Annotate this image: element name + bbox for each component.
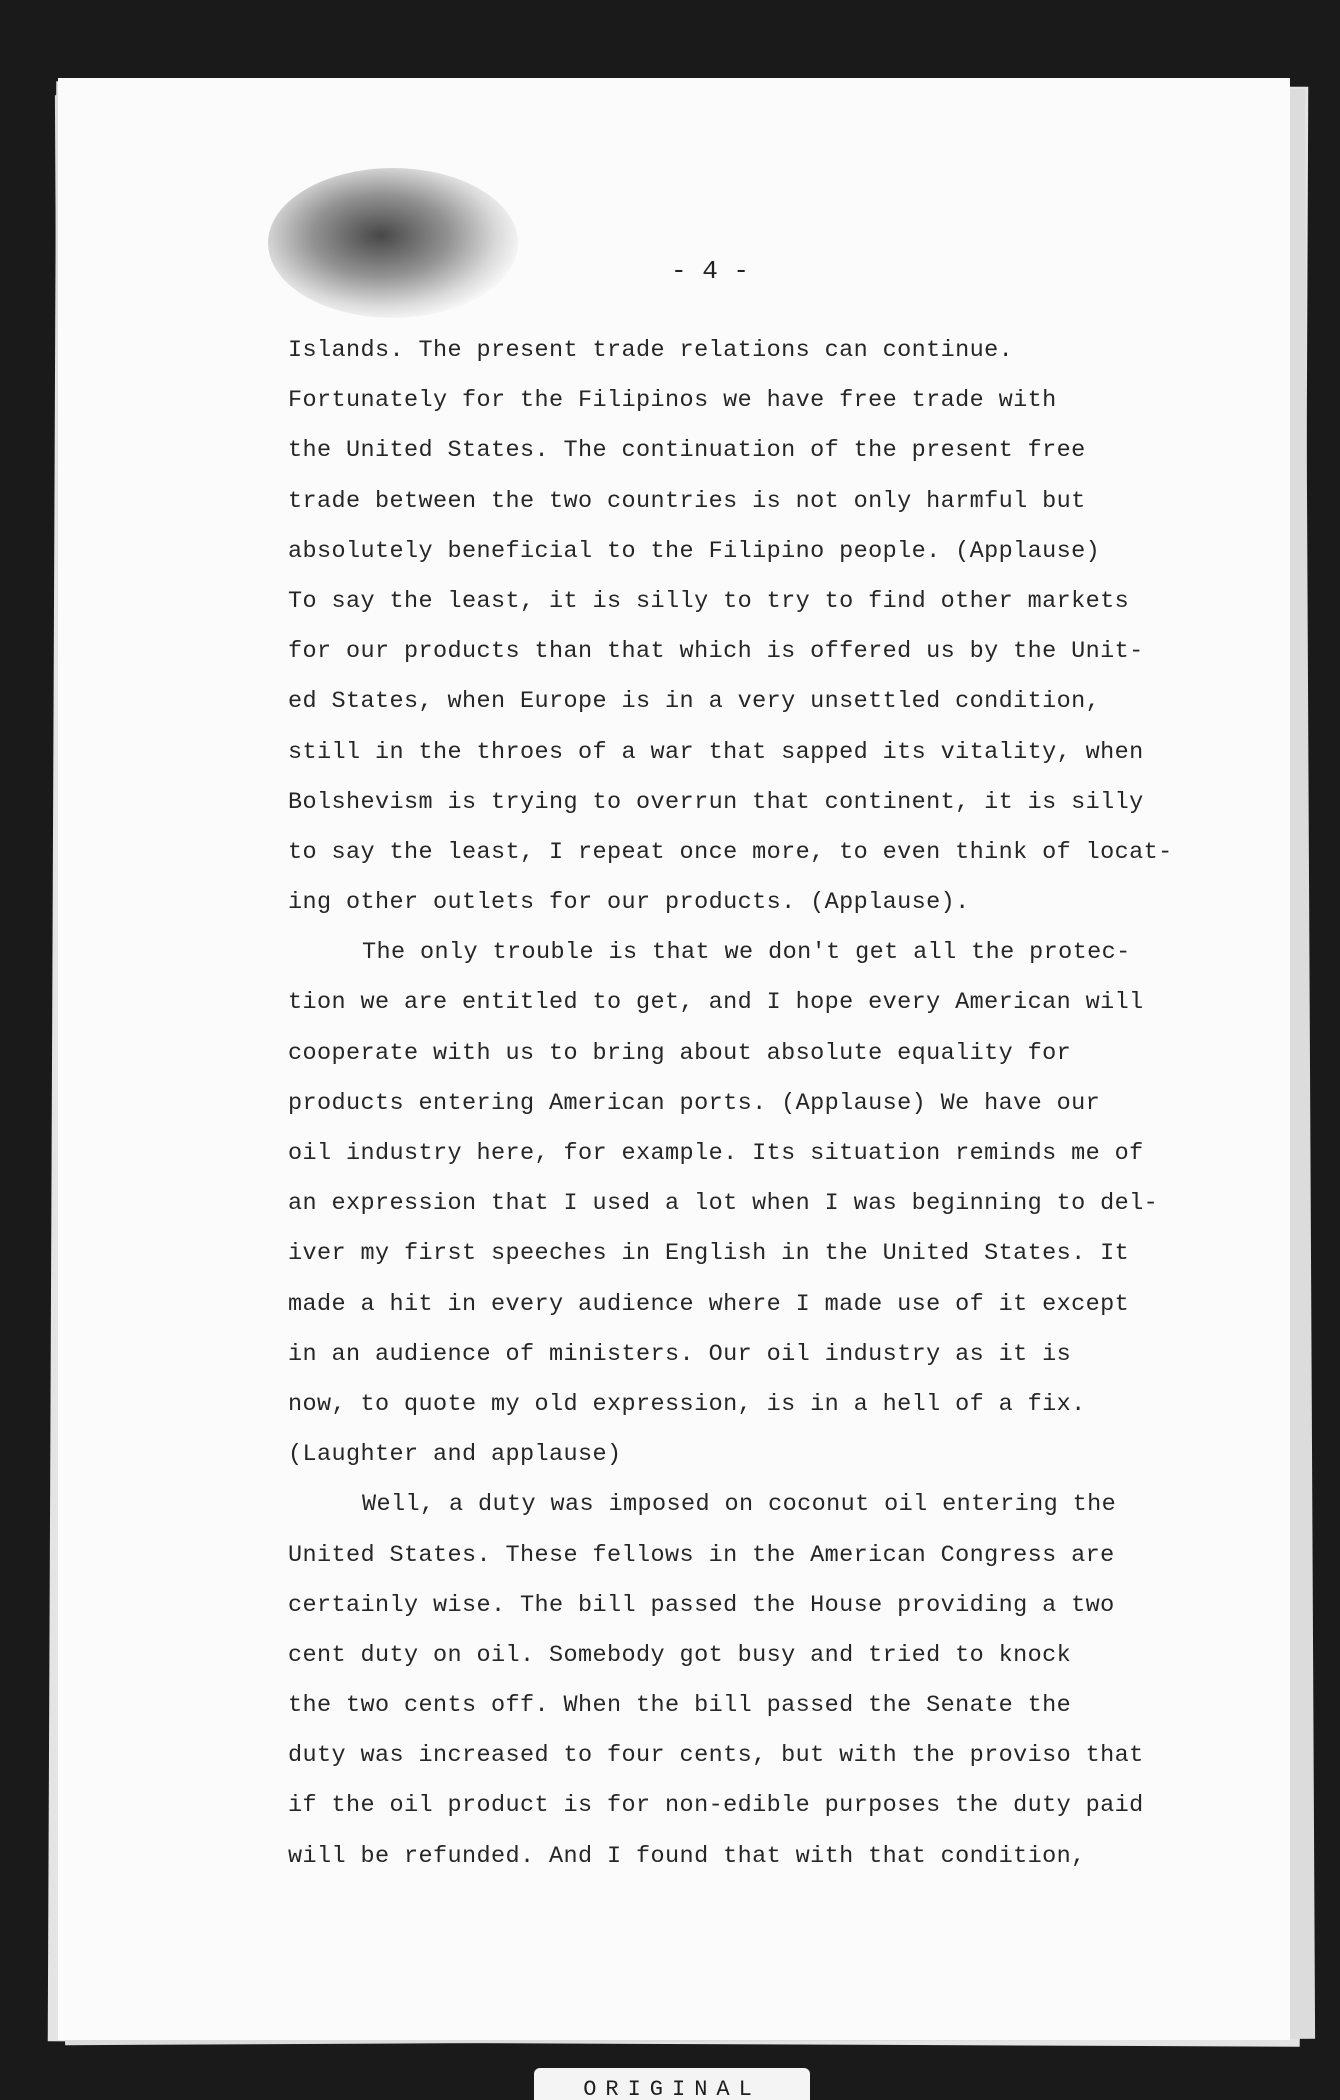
text-line: the United States. The continuation of the present free	[288, 437, 1086, 465]
text-line: absolutely beneficial to the Filipino people. (Applause)	[288, 537, 1101, 565]
text-line: in an audience of ministers. Our oil industry as it is	[288, 1340, 1072, 1368]
text-line: (Laughter and applause)	[288, 1441, 622, 1469]
page-number: - 4 -	[670, 256, 749, 286]
text-line: ing other outlets for our products. (Applause).	[288, 889, 970, 917]
text-line: To say the least, it is silly to try to find other markets	[288, 587, 1130, 615]
text-line: iver my first speeches in English in the United States. It	[288, 1240, 1130, 1268]
text-line: an expression that I used a lot when I was beginning to del-	[288, 1190, 1159, 1218]
text-line: cent duty on oil. Somebody got busy and tried to knock	[288, 1641, 1072, 1669]
text-line: the two cents off. When the bill passed the Senate the	[288, 1692, 1072, 1720]
text-line: cooperate with us to bring about absolute equality for	[288, 1039, 1072, 1067]
text-line: Bolshevism is trying to overrun that continent, it is silly	[288, 788, 1144, 816]
text-line: made a hit in every audience where I made use of it except	[288, 1290, 1130, 1318]
text-line: now, to quote my old expression, is in a hell of a fix.	[288, 1390, 1086, 1418]
text-line: for our products than that which is offered us by the Unit-	[288, 638, 1144, 666]
text-line: certainly wise. The bill passed the House providing a two	[288, 1591, 1115, 1619]
original-stamp: ORIGINAL	[534, 2068, 810, 2100]
text-line: trade between the two countries is not only harmful but	[288, 487, 1086, 515]
ink-smudge	[268, 168, 518, 318]
typed-text-body	[288, 326, 1188, 1882]
text-line: if the oil product is for non-edible purposes the duty paid	[288, 1792, 1144, 1820]
text-line: Fortunately for the Filipinos we have free trade with	[288, 387, 1057, 415]
text-line: Islands. The present trade relations can continue.	[288, 337, 1014, 364]
text-line: still in the throes of a war that sapped its vitality, when	[288, 738, 1144, 766]
text-line: to say the least, I repeat once more, to even think of locat-	[288, 838, 1173, 866]
text-line: oil industry here, for example. Its situation reminds me of	[288, 1140, 1144, 1167]
text-line: will be refunded. And I found that with that condition,	[288, 1842, 1086, 1870]
text-line: The only trouble is that we don't get all the protec-	[362, 939, 1131, 967]
text-line: products entering American ports. (Applause) We have our	[288, 1089, 1101, 1117]
text-line: Well, a duty was imposed on coconut oil entering the	[362, 1491, 1117, 1519]
text-line: ed States, when Europe is in a very unsettled condition,	[288, 688, 1101, 716]
text-line: United States. These fellows in the American Congress are	[288, 1541, 1115, 1569]
text-line: duty was increased to four cents, but with the proviso that	[288, 1742, 1144, 1770]
text-line: tion we are entitled to get, and I hope every American will	[288, 989, 1144, 1017]
